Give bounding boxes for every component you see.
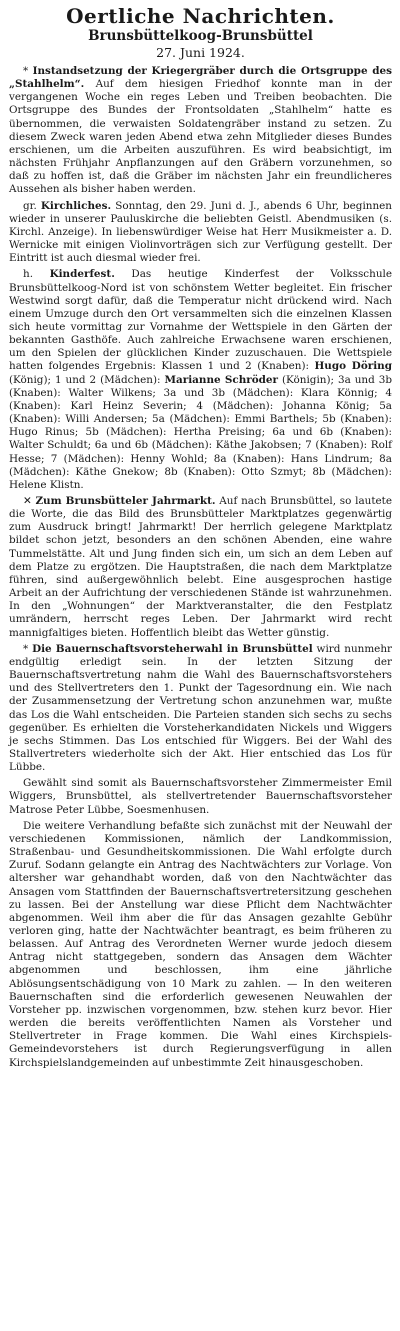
article-body: Gewählt sind somit als Bauernschaftsvorsteher Zimmermeister Emil Wiggers, Brunsbüttel, als stellvertretender Bauernschaftsvorsteher Matrose Peter Lübbe, Soesmenhusen. [9, 777, 392, 816]
article-marker: gr. [23, 199, 41, 212]
article-body: Das heutige Kinderfest der Volksschule Brunsbüttelkoog-Nord ist von schönstem Wetter begleitet. Ein frischer Westwind sorgt dafür, daß die Temperatur nicht drückend wird. Nach einem Umzuge durch den Ort versammelten sich die einzelnen Klassen sich heute vormittag zur Vornahme der Wettspiele in den Gärten der bekannten Gasthöfe. Auch zahlreiche Erwachsene waren erschienen, um den Spielen der glücklichen Kinder zuzuschauen. Die Wettspiele hatten folgendes Ergebnis: Klassen 1 und 2 (Knaben): [9, 268, 392, 373]
article-gewaehlt [9, 777, 392, 816]
article-body-continued: (König); 1 und 2 (Mädchen): [9, 373, 165, 386]
article-body-results: (Königin); 3a und 3b (Knaben): Walter Wilkens; 3a und 3b (Mädchen): Klara Könnig; 4 (Knaben): Karl Heinz Severin; 4 (Mädchen): Johanna König; 5a (Knaben): Willi Andersen; 5a (Mädchen): Emmi Barthels; 5b (Knaben): Hugo Rinus; 5b (Mädchen): Hertha Preising; 6a und 6b (Knaben): Walter Schuldt; 6a und 6b (Mädchen): Käthe Jakobsen; 7 (Knaben): Rolf Hesse; 7 (Mädchen): Henny Wohld; 8a (Knaben): Hans Lindrum; 8a (Mädchen): Käthe Gnekow; 8b (Knaben): Otto Szmyt; 8b (Mädchen): Helene Klistn. [9, 373, 392, 491]
page-subtitle: Brunsbüttelkoog-Brunsbüttel [88, 28, 313, 44]
king-name: Hugo Döring [314, 360, 392, 373]
article-body: Auf nach Brunsbüttel, so lautete die Worte, die das Bild des Brunsbütteler Marktplatzes gegenwärtig zum Ausdruck bringt! Jahrmarkt! Der herrlich gelegene Marktplatz bildet schon jetzt, besonders an den schönen Abenden, eine wahre Tummelstätte. Alt und Jung finden sich ein, um sich an dem Leben auf dem Platze zu ergötzen. Die Hauptstraßen, die nach dem Marktplatze führen, sind außergewöhnlich belebt. Eine ausgesprochen hastige Arbeit an der Aufrichtung der verschiedenen Stände ist wahrzunehmen. In den „Wohnungen“ der Marktveranstalter, die den Festplatz umrändern, herrscht reges Leben. Der Jahrmarkt wird recht mannigfaltiges bieten. Hoffentlich bleibt das Wetter günstig. [9, 495, 392, 639]
article-jahrmarkt [9, 495, 392, 640]
article-heading: Instandsetzung der Kriegergräber durch die Ortsgruppe des „Stahlhelm“. [9, 65, 393, 91]
article-heading: Kinderfest. [49, 268, 115, 281]
article-vorsteherwahl [9, 643, 392, 775]
page-title: Oertliche Nachrichten. [66, 4, 335, 28]
article-kriegergraeber [9, 65, 392, 197]
article-body: wird nunmehr endgültig erledigt sein. In der letzten Sitzung der Bauernschaftsvertretung nahm die Wahl des Bauernschaftsvorstehers und des Stellvertreters den 1. Punkt der Tagesordnung ein. Wie nach der Zusammensetzung der Vertretung schon anzunehmen war, mußte das Los die Wahl entscheiden. Die Parteien standen sich sechs zu sechs gegenüber. Es erhielten die Vorsteherkandidaten Nickels und Wiggers je sechs Stimmen. Das Los entschied für Wiggers. Bei der Wahl des Stallvertreters wiederholte sich der Akt. Hier entschied das Los für Lübbe. [9, 642, 392, 774]
article-body: Auf dem hiesigen Friedhof konnte man in der vergangenen Woche ein reges Leben und Treiben beobachten. Die Ortsgruppe des Bundes der Frontsoldaten „Stahlhelm“ hatte es übernommen, die verwaisten Soldatengräber instand zu setzen. Zu diesem Zweck waren jeden Abend etwa zehn Mitglieder dieses Bundes erschienen, um die Arbeiten auszuführen. Es wird beabsichtigt, im nächsten Frühjahr Anpflanzungen auf den Gräbern vorzunehmen, so daß zu hoffen ist, daß die Gräber im nächsten Jahr ein freundlicheres Aussehen als bisher haben werden. [9, 78, 392, 196]
article-heading: Zum Brunsbütteler Jahrmarkt. [35, 495, 216, 507]
dateline: 27. Juni 1924. [156, 45, 245, 60]
article-marker: * [23, 642, 33, 655]
article-body: Sonntag, den 29. Juni d. J., abends 6 Uhr, beginnen wieder in unserer Pauluskirche die beliebten Geistl. Abendmusiken (s. Kirchl. Anzeige). In liebenswürdiger Weise hat Herr Musikmeister a. D. Wernicke mit einigen Violinvorträgen sich zur Verfügung gestellt. Der Eintritt ist auch diesmal wieder frei. [9, 199, 392, 265]
article-marker: * [23, 65, 33, 77]
article-heading: Kirchliches. [40, 199, 112, 212]
masthead [9, 4, 392, 61]
article-verhandlung [9, 820, 392, 1070]
article-marker: ✕ [23, 495, 36, 507]
article-heading: Die Bauernschaftsvorsteherwahl in Brunsbüttel [32, 642, 313, 655]
article-body: Die weitere Verhandlung befaßte sich zunächst mit der Neuwahl der verschiedenen Kommissionen, nämlich der Landkommission, Straßenbau- und Gesundheitskommissionen. Die Wahl erfolgte durch Zuruf. Sodann gelangte ein Antrag des Nachtwächters zur Vorlage. Von altersher war gehandhabt worden, daß von den Nachtwächter das Ansagen vom Stattfinden der Bauernschaftsvertretersitzung geschehen zu lassen. Bei der Anstellung war diese Pflicht dem Nachtwächter abgenommen. Weil ihm aber die für das Ansagen gezahlte Gebühr verloren ging, hatte der Nachtwächter beantragt, es beim früheren zu belassen. Auf Antrag des Verordneten Werner wurde jedoch diesem Antrag nicht stattgegeben, sondern das Ansagen dem Wächter abgenommen und beschlossen, ihm eine jährliche Ablösungsentschädigung von 10 Mark zu zahlen. — In den weiteren Bauernschaften sind die erforderlich gewesenen Neuwahlen der Vorsteher pp. inzwischen vorgenommen, bzw. stehen kurz bevor. Hier werden die bereits veröffentlichten Namen als Vorsteher und Stellvertreter in Frage kommen. Die Wahl eines Kirchspiels-Gemeindevorstehers ist durch Regierungsverfügung in allen Kirchspielslandgemeinden auf unbestimmte Zeit hinausgeschoben. [9, 819, 392, 1069]
article-marker: h. [23, 268, 50, 281]
article-kirchliches [9, 200, 392, 266]
article-kinderfest [9, 268, 392, 492]
queen-name: Marianne Schröder [164, 373, 279, 386]
